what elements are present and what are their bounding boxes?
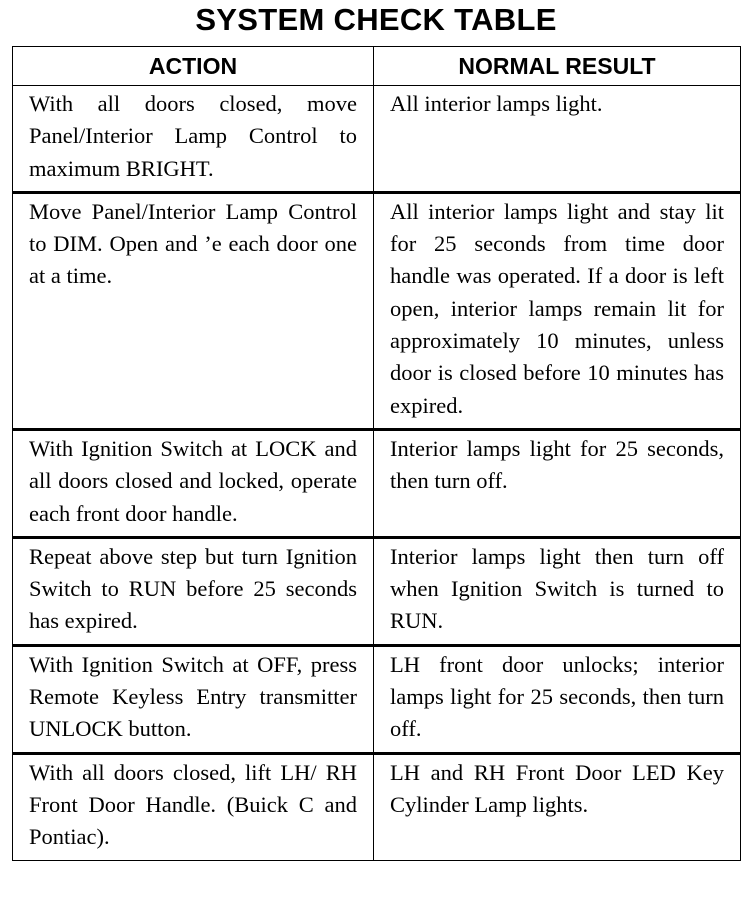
action-cell: With all doors closed, lift LH/ RH Front Door Handle. (Buick C and Pontiac).: [13, 753, 374, 860]
result-cell: All interior lamps light.: [374, 86, 741, 193]
result-cell: Interior lamps light for 25 seconds, then turn off.: [374, 429, 741, 537]
normal-result-column-header: NORMAL RESULT: [374, 47, 741, 86]
result-cell: All interior lamps light and stay lit for 25 seconds from time door handle was operated. If a door is left open, interior lamps remain lit for approximately 10 minutes, unless door is closed before 10 minutes has expired.: [374, 192, 741, 429]
result-cell: LH front door unlocks; interior lamps light for 25 seconds, then turn off.: [374, 645, 741, 753]
result-cell: Interior lamps light then turn off when Ignition Switch is turned to RUN.: [374, 537, 741, 645]
table-row: [13, 753, 741, 860]
header-row: [13, 47, 741, 86]
action-cell: Move Panel/Interior Lamp Control to DIM. Open and ’e each door one at a time.: [13, 192, 374, 429]
action-cell: With all doors closed, move Panel/Interior Lamp Control to maximum BRIGHT.: [13, 86, 374, 193]
table-row: [13, 645, 741, 753]
result-cell: LH and RH Front Door LED Key Cylinder Lamp lights.: [374, 753, 741, 860]
table-row: [13, 537, 741, 645]
system-check-table: [12, 46, 741, 861]
action-column-header: ACTION: [13, 47, 374, 86]
action-cell: With Ignition Switch at LOCK and all doors closed and locked, operate each front door handle.: [13, 429, 374, 537]
page-title: SYSTEM CHECK TABLE: [195, 2, 557, 37]
table-row: [13, 429, 741, 537]
action-cell: With Ignition Switch at OFF, press Remote Keyless Entry transmitter UNLOCK button.: [13, 645, 374, 753]
action-cell: Repeat above step but turn Ignition Switch to RUN before 25 seconds has expired.: [13, 537, 374, 645]
table-row: [13, 192, 741, 429]
table-row: [13, 86, 741, 193]
